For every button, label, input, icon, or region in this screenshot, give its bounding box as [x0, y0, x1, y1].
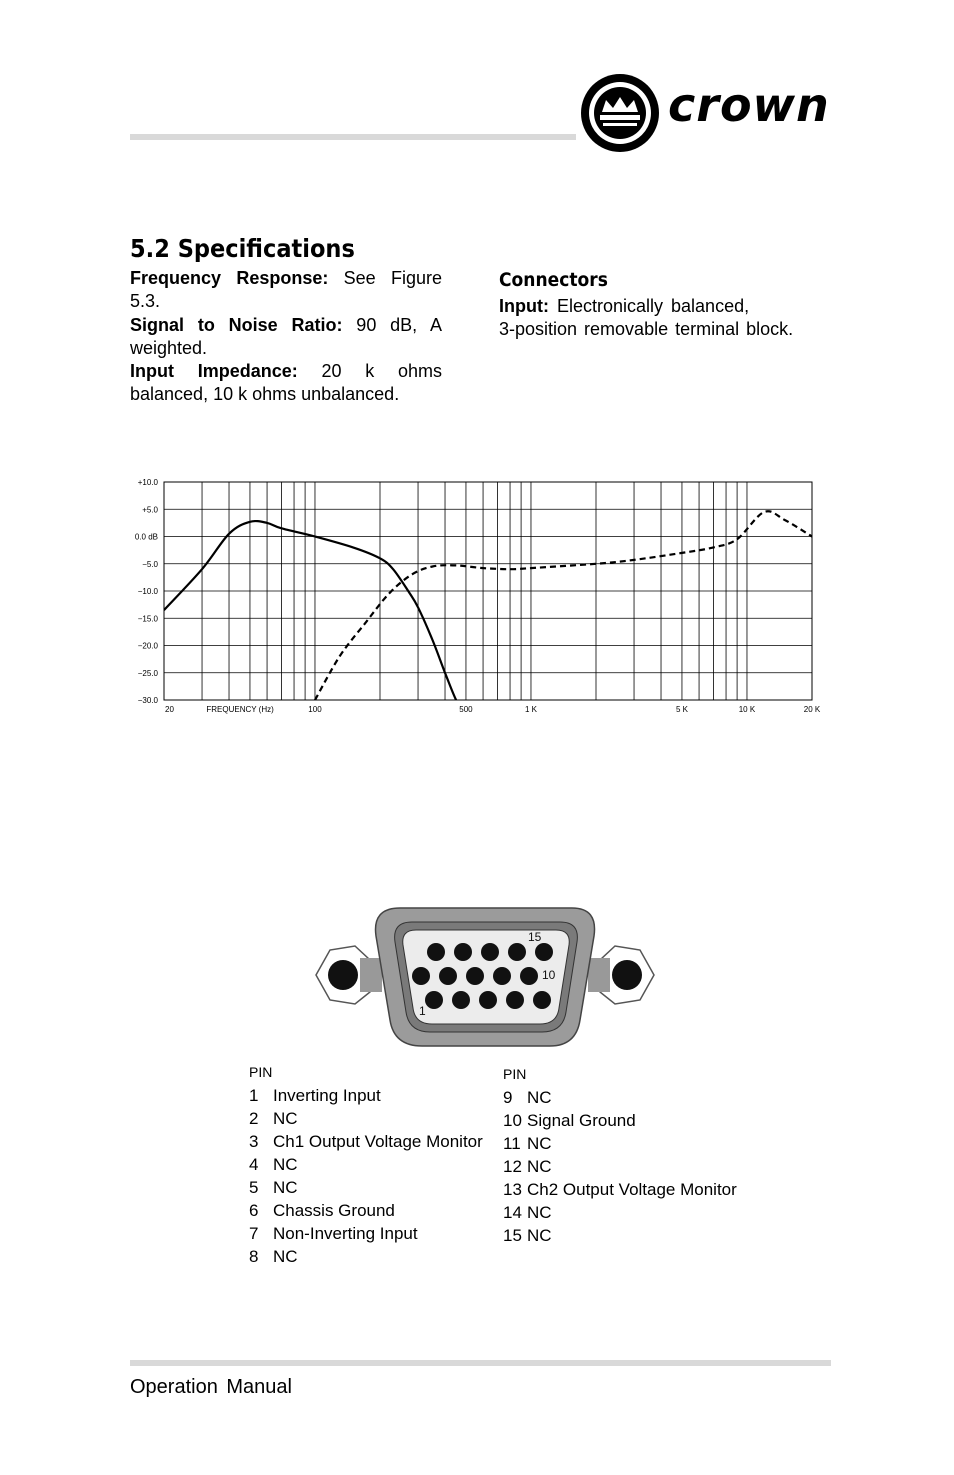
pin-description: NC	[527, 1157, 552, 1176]
pin-description: Ch2 Output Voltage Monitor	[527, 1180, 737, 1199]
pin-description: NC	[273, 1155, 298, 1174]
connectors-block	[499, 295, 819, 342]
pin-description: NC	[527, 1203, 552, 1222]
y-tick-label: −15.0	[137, 614, 158, 624]
y-tick-label: −20.0	[137, 641, 158, 651]
x-tick-label: 100	[308, 705, 322, 714]
spec-frequency-response	[130, 267, 442, 314]
pin-row	[249, 1107, 483, 1130]
section-title: 5.2 Specifications	[130, 234, 355, 263]
pin-number: 10	[503, 1111, 522, 1130]
pin-hole	[452, 991, 470, 1009]
footer-rule	[130, 1360, 831, 1366]
spec-value: 20 k ohms balanced, 10 k ohms unbalanced.	[130, 361, 442, 405]
x-tick-label: 10 K	[738, 705, 756, 714]
pin-hole	[454, 943, 472, 961]
pin-row	[249, 1222, 483, 1245]
pin-number: 4	[249, 1155, 259, 1174]
pin-row	[503, 1224, 737, 1247]
left-mount-hole	[328, 960, 358, 990]
pin-number: 6	[249, 1201, 259, 1220]
x-tick-label: 20 K	[803, 705, 821, 714]
x-tick-label: 500	[459, 705, 473, 714]
x-tick-label: 1 K	[524, 705, 537, 714]
pin-row	[503, 1086, 737, 1109]
pin-row	[249, 1245, 483, 1268]
y-tick-label: +10.0	[137, 478, 158, 487]
y-tick-label: −30.0	[137, 696, 158, 705]
frequency-response-chart	[120, 470, 835, 720]
spec-value: 90 dB, A weighted.	[130, 314, 442, 358]
y-tick-label: −10.0	[137, 587, 158, 596]
pin-hole	[412, 967, 430, 985]
pin-description: Inverting Input	[273, 1086, 381, 1105]
pin-description: NC	[273, 1178, 298, 1197]
pin-description: NC	[527, 1134, 552, 1153]
pin-number: 2	[249, 1109, 259, 1128]
brand-wordmark: crown	[668, 78, 830, 132]
spec-label: Input Impedance:	[130, 361, 298, 382]
pin-number: 15	[503, 1226, 522, 1245]
y-tick-label: −25.0	[137, 668, 158, 678]
pin-description: NC	[273, 1247, 298, 1266]
pin-hole	[425, 991, 443, 1009]
pin-label-1: 1	[419, 1004, 426, 1018]
x-tick-label: 20	[165, 705, 174, 714]
connectors-heading: Connectors	[499, 269, 608, 291]
pin-row	[503, 1155, 737, 1178]
pin-row	[503, 1132, 737, 1155]
pin-hole	[535, 943, 553, 961]
pin-table-left	[249, 1062, 483, 1268]
pin-row	[249, 1084, 483, 1107]
spec-signal-to-noise	[130, 314, 442, 361]
pin-number: 8	[249, 1247, 259, 1266]
pin-label-10: 10	[542, 968, 556, 982]
pin-number: 1	[249, 1086, 259, 1105]
spec-label: Signal to Noise Ratio:	[130, 314, 343, 335]
connectors-line-1	[499, 295, 819, 318]
pin-number: 12	[503, 1157, 522, 1176]
pin-hole	[427, 943, 445, 961]
pin-description: NC	[273, 1109, 298, 1128]
pin-hole	[508, 943, 526, 961]
spec-label: Frequency Response:	[130, 268, 329, 288]
pin-row	[503, 1201, 737, 1224]
pin-hole	[506, 991, 524, 1009]
pin-label-15: 15	[528, 930, 542, 944]
pin-table-right	[503, 1064, 737, 1247]
pin-number: 7	[249, 1224, 259, 1243]
y-tick-label: −5.0	[142, 559, 158, 569]
pin-hole	[520, 967, 538, 985]
pin-number: 11	[503, 1134, 521, 1153]
spec-value: See Figure 5.3.	[130, 268, 442, 312]
connectors-label: Input:	[499, 296, 549, 316]
pin-description: NC	[527, 1226, 552, 1245]
x-tick-label: FREQUENCY (Hz)	[206, 705, 274, 714]
pin-hole	[479, 991, 497, 1009]
pin-row	[249, 1153, 483, 1176]
pin-number: 9	[503, 1088, 513, 1107]
pin-row	[249, 1130, 483, 1153]
pin-number: 3	[249, 1132, 259, 1151]
x-tick-label: 5 K	[675, 705, 688, 714]
pin-number: 14	[503, 1203, 522, 1222]
pin-description: Chassis Ground	[273, 1201, 395, 1220]
pin-row	[503, 1178, 737, 1201]
pin-number: 5	[249, 1178, 259, 1197]
pin-hole	[439, 967, 457, 985]
db15-connector-diagram	[310, 900, 660, 1050]
right-mount-hole	[612, 960, 642, 990]
pin-hole	[493, 967, 511, 985]
pin-table-header: PIN	[249, 1064, 273, 1080]
pin-hole	[466, 967, 484, 985]
pin-description: Signal Ground	[527, 1111, 636, 1130]
spec-list	[130, 267, 442, 407]
pin-description: Non-Inverting Input	[273, 1224, 418, 1243]
spec-input-impedance	[130, 360, 442, 407]
header-rule	[130, 134, 576, 140]
pin-description: NC	[527, 1088, 552, 1107]
pin-hole	[481, 943, 499, 961]
pin-hole	[533, 991, 551, 1009]
pin-row	[249, 1176, 483, 1199]
pin-number: 13	[503, 1180, 522, 1199]
pin-row	[503, 1109, 737, 1132]
y-tick-label: 0.0 dB	[134, 532, 158, 542]
pin-row	[249, 1199, 483, 1222]
footer-title: Operation Manual	[130, 1376, 292, 1398]
y-tick-label: +5.0	[142, 505, 158, 515]
connectors-line-2: 3-position removable terminal block.	[499, 319, 794, 340]
connectors-value: Electronically balanced,	[548, 296, 750, 316]
pin-table-header: PIN	[503, 1066, 527, 1082]
pin-description: Ch1 Output Voltage Monitor	[273, 1132, 483, 1151]
